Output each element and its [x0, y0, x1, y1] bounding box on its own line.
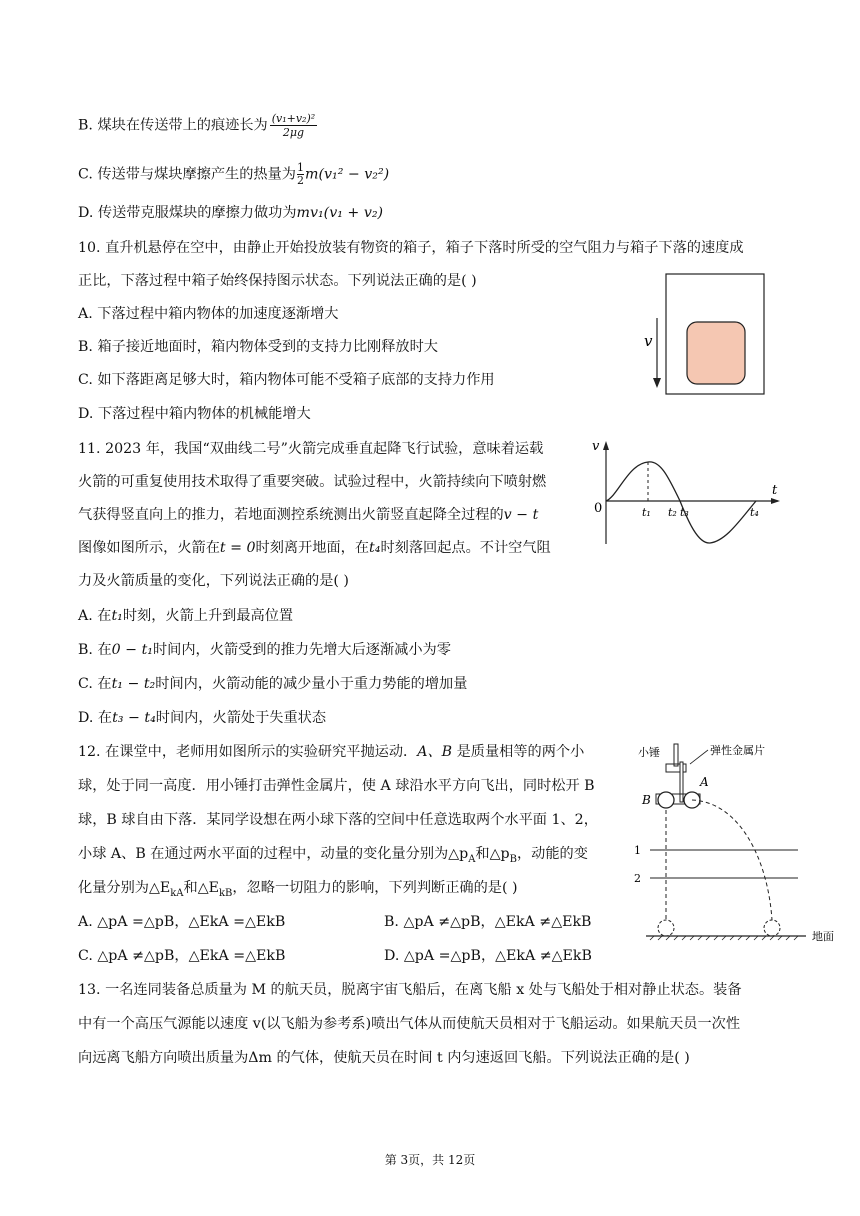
q10-option-c: C. 如下落距离足够大时，箱内物体可能不受箱子底部的支持力作用 — [78, 372, 495, 388]
q12-stem-line-1 — [78, 742, 584, 762]
fraction-numerator: 1 — [297, 161, 304, 174]
tick-t3: t₃ — [680, 506, 689, 519]
fraction-numerator: (v₁+v₂)² — [271, 112, 316, 125]
ball-a-landing — [764, 920, 780, 936]
q9-option-b-text: B. 煤块在传送带上的痕迹长为 — [78, 117, 268, 134]
ball-b-landing — [658, 920, 674, 936]
q12-stem-line-5: 化量分别为$\triangle E_{kA}$和$\triangle E_{kB}$，忽略一切阻力的影响，下列判断正确的是( ) — [78, 880, 518, 899]
text: 是质量相等的两个小 — [452, 744, 585, 760]
tick-t1: t₁ — [642, 506, 651, 519]
q10-box-figure — [640, 270, 770, 400]
plane-1-label: 1 — [634, 844, 641, 857]
text: 气获得竖直向上的推力，若地面测控系统测出火箭竖直起降全过程的 — [78, 507, 504, 523]
text: D. 在 — [78, 710, 113, 726]
q11-stem-line-4 — [78, 538, 551, 558]
plate-leader — [690, 750, 708, 764]
ball-b-label: B — [642, 793, 651, 807]
elastic-plate — [680, 762, 683, 802]
q9-option-d-text: D. 传送带克服煤块的摩擦力做功为 — [78, 205, 297, 221]
math: t₃ − t₄ — [112, 710, 156, 726]
v-axis-arrow — [603, 441, 609, 450]
math: v − t — [503, 507, 539, 523]
q12-stem-line-4: 小球 A、B 在通过两水平面的过程中，动量的变化量分别为$\triangle p_A$和$\triangle p_B$，动能的变 — [78, 846, 588, 865]
text: B. 在 — [78, 642, 112, 658]
q9-option-c-expression: m(v₁² − v₂²) — [305, 166, 390, 183]
q11-stem-line-5: 力及火箭质量的变化，下列说法正确的是( ) — [78, 573, 349, 589]
t-axis-label: t — [772, 483, 778, 498]
q11-option-a — [78, 606, 293, 626]
q10-stem-line-2: 正比，下落过程中箱子始终保持图示状态。下列说法正确的是( ) — [78, 273, 477, 289]
velocity-arrow-head — [653, 378, 661, 388]
text: 时间内，火箭动能的减少量小于重力势能的增加量 — [155, 676, 468, 692]
math: 0 − t₁ — [111, 642, 153, 658]
q11-stem-line-2: 火箭的可重复使用技术取得了重要突破。试验过程中，火箭持续向下喷射燃 — [78, 474, 547, 490]
text: 12. 在课堂中，老师用如图所示的实验研究平抛运动． — [78, 744, 418, 760]
q12-option-a: A. △pA =△pB，△EkA =△EkB — [78, 914, 286, 930]
math: t = 0 — [219, 540, 256, 556]
ball-a-label: A — [700, 775, 709, 789]
q9-option-d — [78, 203, 383, 223]
velocity-label: v — [644, 332, 653, 350]
q12-stem-line-3: 球，B 球自由下落．某同学设想在两小球下落的空间中任意选取两个水平面 1、2， — [78, 812, 598, 828]
q9-option-b-fraction — [270, 112, 317, 139]
plane-2-label: 2 — [634, 872, 641, 885]
q10-stem-line-1: 10. 直升机悬停在空中，由静止开始投放装有物资的箱子，箱子下落时所受的空气阻力与箱子下落的速度成 — [78, 240, 744, 256]
plate-label: 弹性金属片 — [710, 744, 765, 757]
q12-stem-line-2: 球，处于同一高度．用小锤打击弹性金属片，使 A 球沿水平方向飞出，同时松开 B — [78, 778, 595, 794]
page-footer: 第 3页，共 12页 — [384, 1153, 476, 1167]
text: 化量分别为△E — [78, 880, 171, 896]
q10-option-b: B. 箱子接近地面时，箱内物体受到的支持力比刚释放时大 — [78, 339, 438, 355]
q10-option-d: D. 下落过程中箱内物体的机械能增大 — [78, 406, 311, 422]
q13-stem-line-3: 向远离飞船方向喷出质量为Δm 的气体，使航天员在时间 t 内匀速返回飞船。下列说法正确的是( ) — [78, 1050, 690, 1066]
hammer-handle — [674, 744, 678, 766]
q11-stem-line-1: 11. 2023 年，我国“双曲线二号”火箭完成垂直起降飞行试验，意味着运载 — [78, 441, 544, 457]
t-axis-arrow — [771, 498, 780, 504]
q9-option-c-text: C. 传送带与煤块摩擦产生的热量为 — [78, 166, 296, 183]
q11-option-c — [78, 674, 467, 694]
q12-option-d: D. △pA =△pB，△EkA ≠△EkB — [384, 948, 592, 964]
text: 时刻落回起点。不计空气阻 — [380, 540, 551, 556]
math: t₁ − t₂ — [111, 676, 156, 692]
math: t₄ — [369, 540, 381, 556]
text: 时刻，火箭上升到最高位置 — [122, 608, 294, 624]
fraction-denominator: 2 — [297, 174, 304, 187]
fraction-denominator: 2μg — [282, 126, 305, 139]
q11-option-b — [78, 640, 451, 660]
vt-curve — [606, 462, 756, 543]
q9-option-d-expression: mv₁(v₁ + v₂) — [296, 205, 384, 221]
q12-apparatus-figure — [630, 740, 845, 945]
text: 时刻离开地面，在 — [255, 540, 370, 556]
q9-option-c-half — [297, 162, 304, 187]
math: A、B — [417, 744, 453, 760]
box-contents — [687, 322, 745, 384]
q10-option-a: A. 下落过程中箱内物体的加速度逐渐增大 — [78, 306, 339, 322]
text: 时间内，火箭处于失重状态 — [155, 710, 327, 726]
ball-a-path — [692, 800, 772, 920]
ground-label: 地面 — [812, 930, 834, 943]
text: C. 在 — [78, 676, 112, 692]
ball-b — [658, 792, 674, 808]
text: 时间内，火箭受到的推力先增大后逐渐减小为零 — [152, 642, 451, 658]
text: A. 在 — [78, 608, 112, 624]
v-axis-label: v — [592, 439, 600, 454]
math: t₁ — [111, 608, 123, 624]
text: ，忽略一切阻力的影响，下列判断正确的是( ) — [232, 880, 518, 896]
text: 图像如图所示，火箭在 — [78, 540, 220, 556]
q12-option-b: B. △pA ≠△pB，△EkA ≠△EkB — [384, 914, 592, 930]
text: 小球 A、B 在通过两水平面的过程中，动量的变化量分别为△p — [78, 846, 469, 862]
tick-t2: t₂ — [668, 506, 677, 519]
q9-option-b — [78, 112, 319, 139]
q9-option-c — [78, 162, 389, 187]
tick-t4: t₄ — [750, 506, 759, 519]
q11-option-d — [78, 708, 326, 728]
q11-vt-graph — [588, 436, 788, 552]
q13-stem-line-1: 13. 一名连同装备总质量为 M 的航天员，脱离宇宙飞船后，在离飞船 x 处与飞船处于相对静止状态。装备 — [78, 982, 742, 998]
q12-option-c: C. △pA ≠△pB，△EkA =△EkB — [78, 948, 286, 964]
q13-stem-line-2: 中有一个高压气源能以速度 v(以飞船为参考系)喷出气体从而使航天员相对于飞船运动。如果航天员一次性 — [78, 1016, 741, 1032]
origin-label: 0 — [594, 501, 603, 516]
q11-stem-line-3 — [78, 505, 538, 525]
hammer-label: 小锤 — [638, 746, 660, 759]
